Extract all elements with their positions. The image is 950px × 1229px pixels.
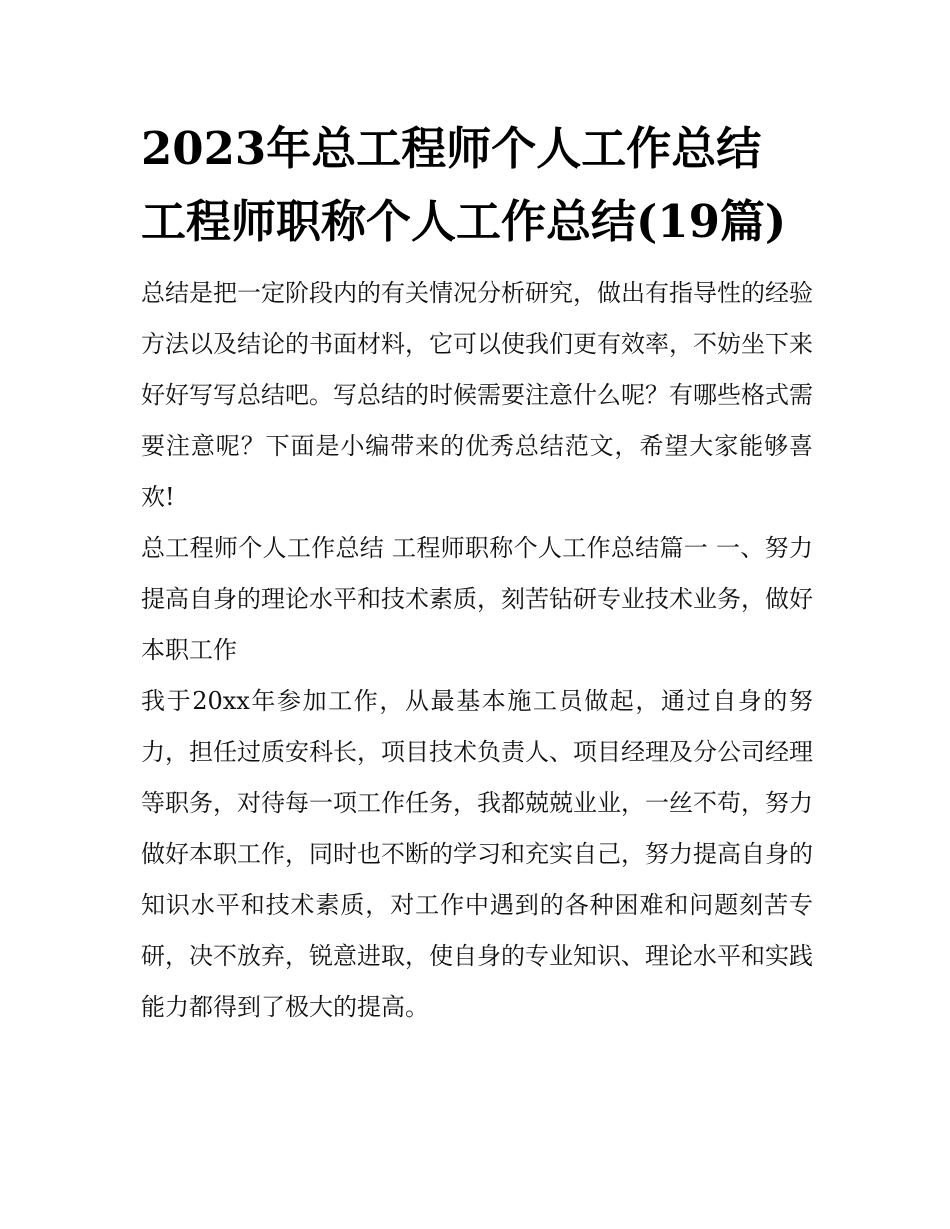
document-title: 2023年总工程师个人工作总结 工程师职称个人工作总结(19篇) <box>141 122 787 248</box>
section-heading-paragraph: 总工程师个人工作总结 工程师职称个人工作总结篇一 一、努力提高自身的理论水平和技术素质，刻苦钻研专业技术业务，做好本职工作 <box>141 534 813 664</box>
intro-paragraph: 总结是把一定阶段内的有关情况分析研究，做出有指导性的经验方法以及结论的书面材料，它可以使我们更有效率，不妨坐下来好好写写总结吧。写总结的时候需要注意什么呢？有哪些格式需要注意呢？下面是小编带来的优秀总结范文，希望大家能够喜欢! <box>141 279 813 511</box>
body-paragraph: 我于20xx年参加工作，从最基本施工员做起，通过自身的努力，担任过质安科长，项目技术负责人、项目经理及分公司经理等职务，对待每一项工作任务，我都兢兢业业，一丝不苟，努力做好本职工作，同时也不断的学习和充实自己，努力提高自身的知识水平和技术素质，对工作中遇到的各种困难和问题刻苦专研，决不放弃，锐意进取，使自身的专业知识、理论水平和实践能力都得到了极大的提高。 <box>141 687 813 1021</box>
document-body <box>141 112 813 1033</box>
